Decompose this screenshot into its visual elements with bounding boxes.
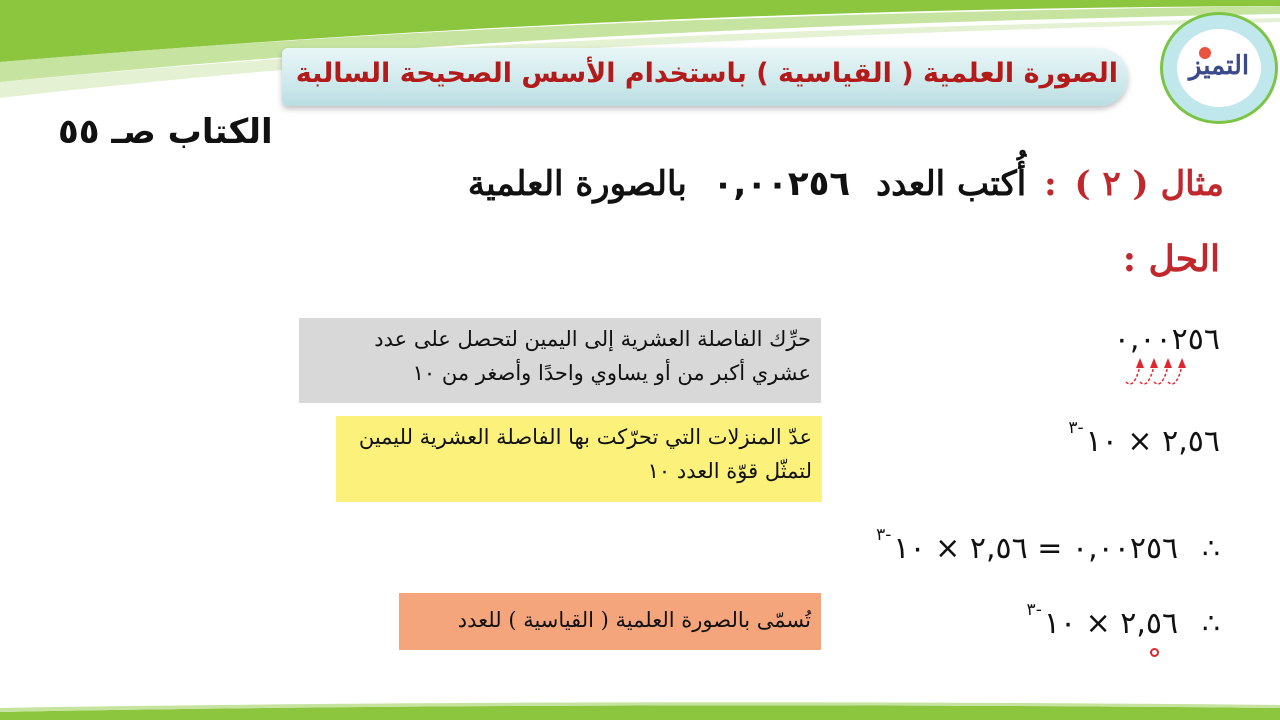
logo-text: التميز xyxy=(1188,51,1250,81)
pointer-dot xyxy=(1150,648,1159,657)
example-number: ٠,٠٠٢٥٦ xyxy=(712,164,851,204)
step3-equation: ٠,٠٠٢٥٦ = ٢,٥٦ × ١٠ xyxy=(893,531,1179,566)
step3-math xyxy=(876,525,1220,566)
step2-math xyxy=(1068,418,1220,459)
step2-exponent: -٣ xyxy=(1068,418,1084,438)
step2-base: ٢,٥٦ × ١٠ xyxy=(1085,424,1220,459)
step4-note: تُسمّى بالصورة العلمية ( القياسية ) للعدد xyxy=(399,593,821,650)
example-instruction: أُكتب العدد xyxy=(875,164,1027,204)
example-statement xyxy=(404,164,1224,204)
example-label: مثال ( ٢ ) xyxy=(1074,164,1224,204)
logo-inner xyxy=(1177,29,1261,107)
page-title: الصورة العلمية ( القياسية ) باستخدام الأسس الصحيحة السالبة xyxy=(295,58,1118,89)
step1-math: ٠,٠٠٢٥٦ xyxy=(1113,322,1220,357)
example-separator: : xyxy=(1044,164,1057,204)
step1-note: حرِّك الفاصلة العشرية إلى اليمين لتحصل على عدد عشري أكبر من أو يساوي واحدًا وأصغر من ١٠ xyxy=(299,318,821,403)
step4-base: ٢,٥٦ × ١٠ xyxy=(1043,606,1179,641)
solution-label: الحل : xyxy=(1122,238,1220,280)
title-banner xyxy=(282,48,1128,106)
logo xyxy=(1160,12,1278,124)
therefore-symbol: ∴ xyxy=(1202,607,1220,640)
step4-exponent: -٣ xyxy=(1026,600,1042,620)
footer-bar xyxy=(0,698,1280,720)
step3-exponent: -٣ xyxy=(876,525,892,545)
step2-note: عدّ المنزلات التي تحرّكت بها الفاصلة العشرية لليمين لتمثّل قوّة العدد ١٠ xyxy=(336,416,822,502)
book-reference: الكتاب صـ ٥٥ xyxy=(58,112,273,152)
example-instruction-end: بالصورة العلمية xyxy=(467,164,687,204)
decimal-move-arrows xyxy=(1120,352,1192,388)
therefore-symbol: ∴ xyxy=(1202,532,1220,565)
step4-math xyxy=(1027,600,1220,641)
